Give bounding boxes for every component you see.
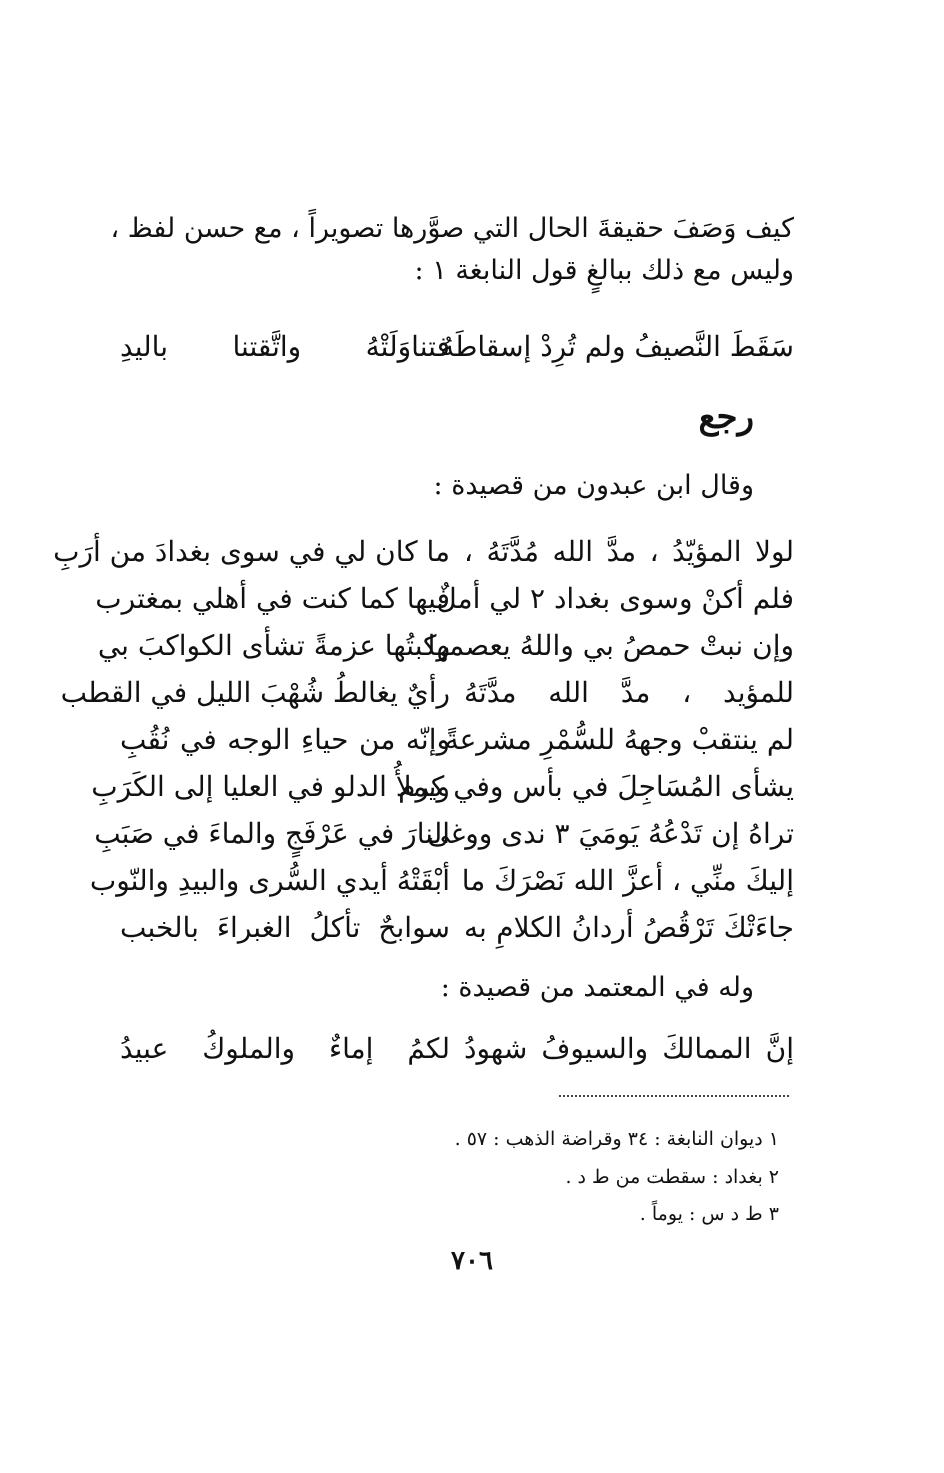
intro-mutamid: وله في المعتمد من قصيدة : [440,972,754,1003]
verse-second-hemistich: فيها كما كنت في أهلي بمغترب [95,582,450,615]
intro-line-1: كيف وَصَفَ حقيقةَ الحال التي صوَّرها تصويراً ، مع حسن لفظ ، [110,213,794,244]
verse-second-hemistich: أبْقَتْهُ أيدي السُّرى والبيدِ والنّوب [89,864,450,897]
poem-verse [120,723,794,773]
verse-second-hemistich: ويملأُ الدلو في العليا إلى الكَرَبِ [91,770,450,803]
footnote-1: ١ ديوان النابغة : ٣٤ وقراضة الذهب : ٥٧ . [454,1128,779,1150]
footnote-3: ٣ ط د س : يوماً . [639,1203,779,1225]
verse-first-hemistich: إليكَ منِّي ، أعزَّ الله نَصْرَكَ ما [461,864,794,897]
poem-verse [120,911,794,961]
page-number: ٧٠٦ [451,1246,493,1276]
verse-second-hemistich: رأيٌ يغالطُ شُهْبَ الليل في القطب [60,676,450,709]
verse-first-hemistich: للمؤيد ، مدَّ الله مدَّتَهُ [464,676,794,709]
verse-second-hemistich: ما كان لي في سوى بغدادَ من أرَبِ [53,535,450,568]
footnote-2: ٢ بغداد : سقطت من ط د . [565,1166,779,1188]
verse-second-hemistich: فتناوَلَتْهُ واتَّقتنا باليدِ [120,330,450,363]
verse-first-hemistich: تراهُ إن تَدْعُهُ يَومَيَ ٣ ندى ووغى [427,817,794,850]
verse-second-hemistich: لكمُ إماءٌ والملوكُ عبيدُ [120,1032,450,1065]
verse-second-hemistich: ركبتُها عزمةً تشأى الكواكبَ بي [97,629,450,662]
poem-verse [97,629,794,679]
footnote-divider [559,1095,789,1097]
poem-verse [91,770,794,820]
poem-verse [53,535,794,585]
verse-first-hemistich: إنَّ الممالكَ والسيوفُ شهودُ [464,1032,794,1065]
verse-first-hemistich: فلم أكنْ وسوى بغداد ٢ لي أملٌ [436,582,794,615]
intro-ibn-abdun: وقال ابن عبدون من قصيدة : [433,470,754,501]
verse-first-hemistich: وإن نبتْ حمصُ بي واللهُ يعصمها [427,629,794,662]
verse-second-hemistich: النارَ في عَرْفَجٍ والماءَ في صَبَبِ [94,817,450,850]
verse-mutamid [120,1032,794,1082]
intro-line-2: وليس مع ذلك ببالغٍ قول النابغة ١ : [414,255,794,286]
verse-first-hemistich: سَقَطَ النَّصيفُ ولم تُرِدْ إسقاطَهُ [440,330,794,363]
verse-first-hemistich: لم ينتقبْ وجههُ للسُّمْرِ مشرعةً [444,723,794,756]
verse-first-hemistich: يشأى المُسَاجِلَ في بأس وفي كرم [398,770,794,803]
poem-verse [95,582,794,632]
verse-first-hemistich: جاءَتْكَ تَرْقُصُ أردانُ الكلامِ به [464,911,794,944]
verse-nabigha [120,330,794,380]
poem-verse [89,864,794,914]
poem-verse [94,817,794,867]
verse-second-hemistich: سوابحٌ تأكلُ الغبراءَ بالخبب [120,911,450,944]
poem-verse [60,676,794,726]
verse-second-hemistich: وإنّه من حياءِ الوجه في نُقُبِ [120,723,450,756]
verse-first-hemistich: لولا المؤيّدُ ، مدَّ الله مُدَّتَهُ ، [464,535,794,568]
section-heading: رجع [698,397,754,437]
